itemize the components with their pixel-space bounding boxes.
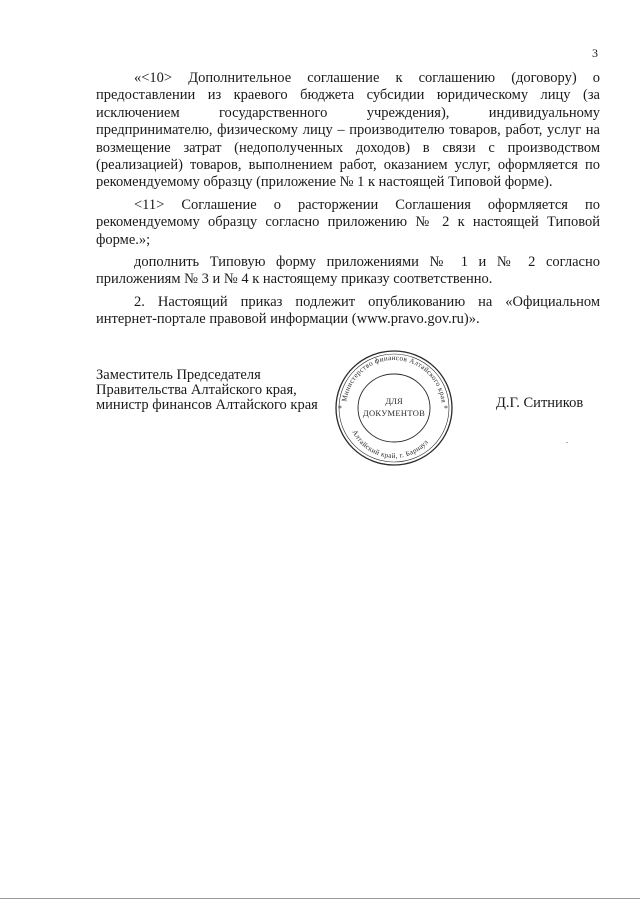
paragraph-appendices: дополнить Типовую форму приложениями № 1 и № 2 согласно приложениям № 3 и № 4 к настоящему приказу соответственно.: [96, 254, 600, 288]
signer-title-line: министр финансов Алтайского края: [96, 397, 318, 413]
seal-ring-text: Министерство финансов Алтайского края: [340, 353, 448, 404]
paragraph-publication: 2. Настоящий приказ подлежит опубликованию на «Официальном интернет-портале правовой информации (www.pravo.gov.ru)».: [96, 293, 600, 328]
paragraph-note-11: <11> Соглашение о расторжении Соглашения оформляется по рекомендуемому образцу согласно приложению № 2 к настоящей Типовой форме.»;: [96, 196, 600, 248]
page-bottom-edge: [0, 898, 640, 899]
official-seal: [333, 348, 455, 468]
page-number: 3: [592, 46, 598, 60]
seal-bottom-text: Алтайский край, г. Барнаул: [350, 428, 431, 461]
seal-center-line-2: ДОКУМЕНТОВ: [362, 408, 426, 418]
signer-title: [96, 368, 318, 413]
seal-star-left: *: [338, 404, 342, 413]
signer-title-line: Правительства Алтайского края,: [96, 382, 297, 398]
scan-speck: [566, 442, 568, 443]
seal-star-right: *: [444, 404, 448, 413]
document-body: [96, 70, 600, 334]
signer-name: Д.Г. Ситников: [496, 395, 584, 411]
signer-title-line: Заместитель Председателя: [96, 367, 261, 383]
seal-center-line-1: ДЛЯ: [385, 396, 403, 406]
paragraph-note-10: «<10> Дополнительное соглашение к соглашению (договору) о предоставлении из краевого бюджета субсидии юридическому лицу (за исключением государственного учреждения), индивидуальному предпринимателю, физическому лицу – производителю товаров, работ, услуг на возмещение затрат (недополученных доходов) в связи с производством (реализацией) товаров, выполнением работ, оказанием услуг, оформляется по рекомендуемому образцу (приложение № 1 к настоящей Типовой форме).: [96, 70, 600, 191]
